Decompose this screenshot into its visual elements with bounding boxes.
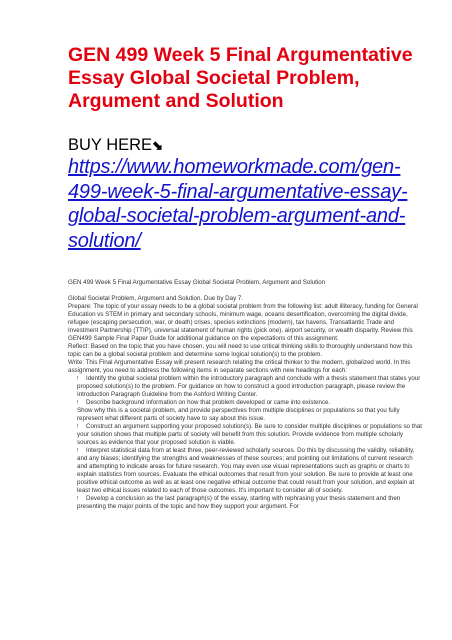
bullet-item: ! Describe background information on how that problem developed or came into existence. [77, 399, 331, 406]
page-title: GEN 499 Week 5 Final Argumentative Essay Global Societal Problem, Argument and Solution [68, 44, 413, 112]
reflect-paragraph: Reflect: Based on the topic that you have chosen, you will need to use critical thinking skills to thoroughly understand how this topic can be a global societal problem and determine some logical solution(s) to the problem. [68, 343, 413, 358]
bullet-continuation: Show why this is a societal problem, and provide perspectives from multiple disciplines or populations so that you fully represent what different parts of society have to say about this issue. [77, 407, 400, 422]
bullet-item: ! Develop a conclusion as the last paragraph(s) of the essay, starting with rephrasing your thesis statement and then presenting the major points of the topic and how they support your argument. For [77, 495, 401, 510]
bullet-item: ! Construct an argument supporting your proposed solution(s). Be sure to consider multiple disciplines or populations so that your solution shows that multiple parts of society will benefit from this solution. Provide evidence from multiple scholarly sources as evidence that your proposed solution is viable. [77, 423, 423, 446]
bullet-icon: ! [77, 496, 79, 502]
write-paragraph: Write: This Final Argumentative Essay will present research relating the critical thinker to the modern, globalized world. In this assignment, you need to address the following items in separate sections with new headings for each: [68, 359, 411, 374]
bullet-icon: ! [77, 376, 79, 382]
due-paragraph: Global Societal Problem, Argument and Solution. Due by Day 7. [68, 295, 244, 302]
bullet-item: ! Identify the global societal problem within the introductory paragraph and conclude with a thesis statement that states your proposed solution(s) to the problem. For guidance on how to construct a good introduction paragraph, please review the Introduction Paragraph Guideline from the Ashford Writing Center. [77, 375, 421, 398]
buy-here-text: BUY HERE [68, 136, 153, 154]
doc-header: GEN 499 Week 5 Final Argumentative Essay Global Societal Problem, Argument and Solution [68, 279, 326, 286]
document-body [68, 279, 424, 511]
arrow-down-right-icon: ⬊ [152, 138, 163, 153]
bullet-icon: ! [77, 448, 79, 454]
bullet-item: ! Interpret statistical data from at least three, peer-reviewed scholarly sources. Do this by discussing the validity, reliability, and any biases; identifying the strengths and weaknesses of these sources; and pointing out limitations of current research and attempting to indicate areas for future research. You may even use visual representations such as graphs or charts to explain statistics from sources. Evaluate the ethical outcomes that result from your solution. Be sure to provide at least one positive ethical outcome as well as at least one negative ethical outcome that could result from your solution, and explain at least two ethical issues related to each of those outcomes. It's important to consider all of society. [77, 447, 415, 494]
buy-here-label [68, 136, 424, 155]
bullet-icon: ! [77, 400, 79, 406]
product-link[interactable]: https://www.homeworkmade.com/gen-499-week-5-final-argumentative-essay-global-societal-problem-argument-and-solution/ [68, 156, 408, 252]
prepare-paragraph: Prepare: The topic of your essay needs to be a global societal problem from the following list: adult illiteracy, funding for General Education vs STEM in primary and secondary schools, minimum wage, oceans desertification, overcoming the digital divide, refugee (escaping persecution, war, or death) crises, species extinctions (modern), tax havens, Transatlantic Trade and Investment Partnership (TTIP), universal statement of human rights (pick one), airport security, or wealth disparity. Review this GEN499 Sample Final Paper Guide for additional guidance on the expectations of this assignment. [68, 303, 418, 342]
bullet-icon: ! [77, 424, 79, 430]
